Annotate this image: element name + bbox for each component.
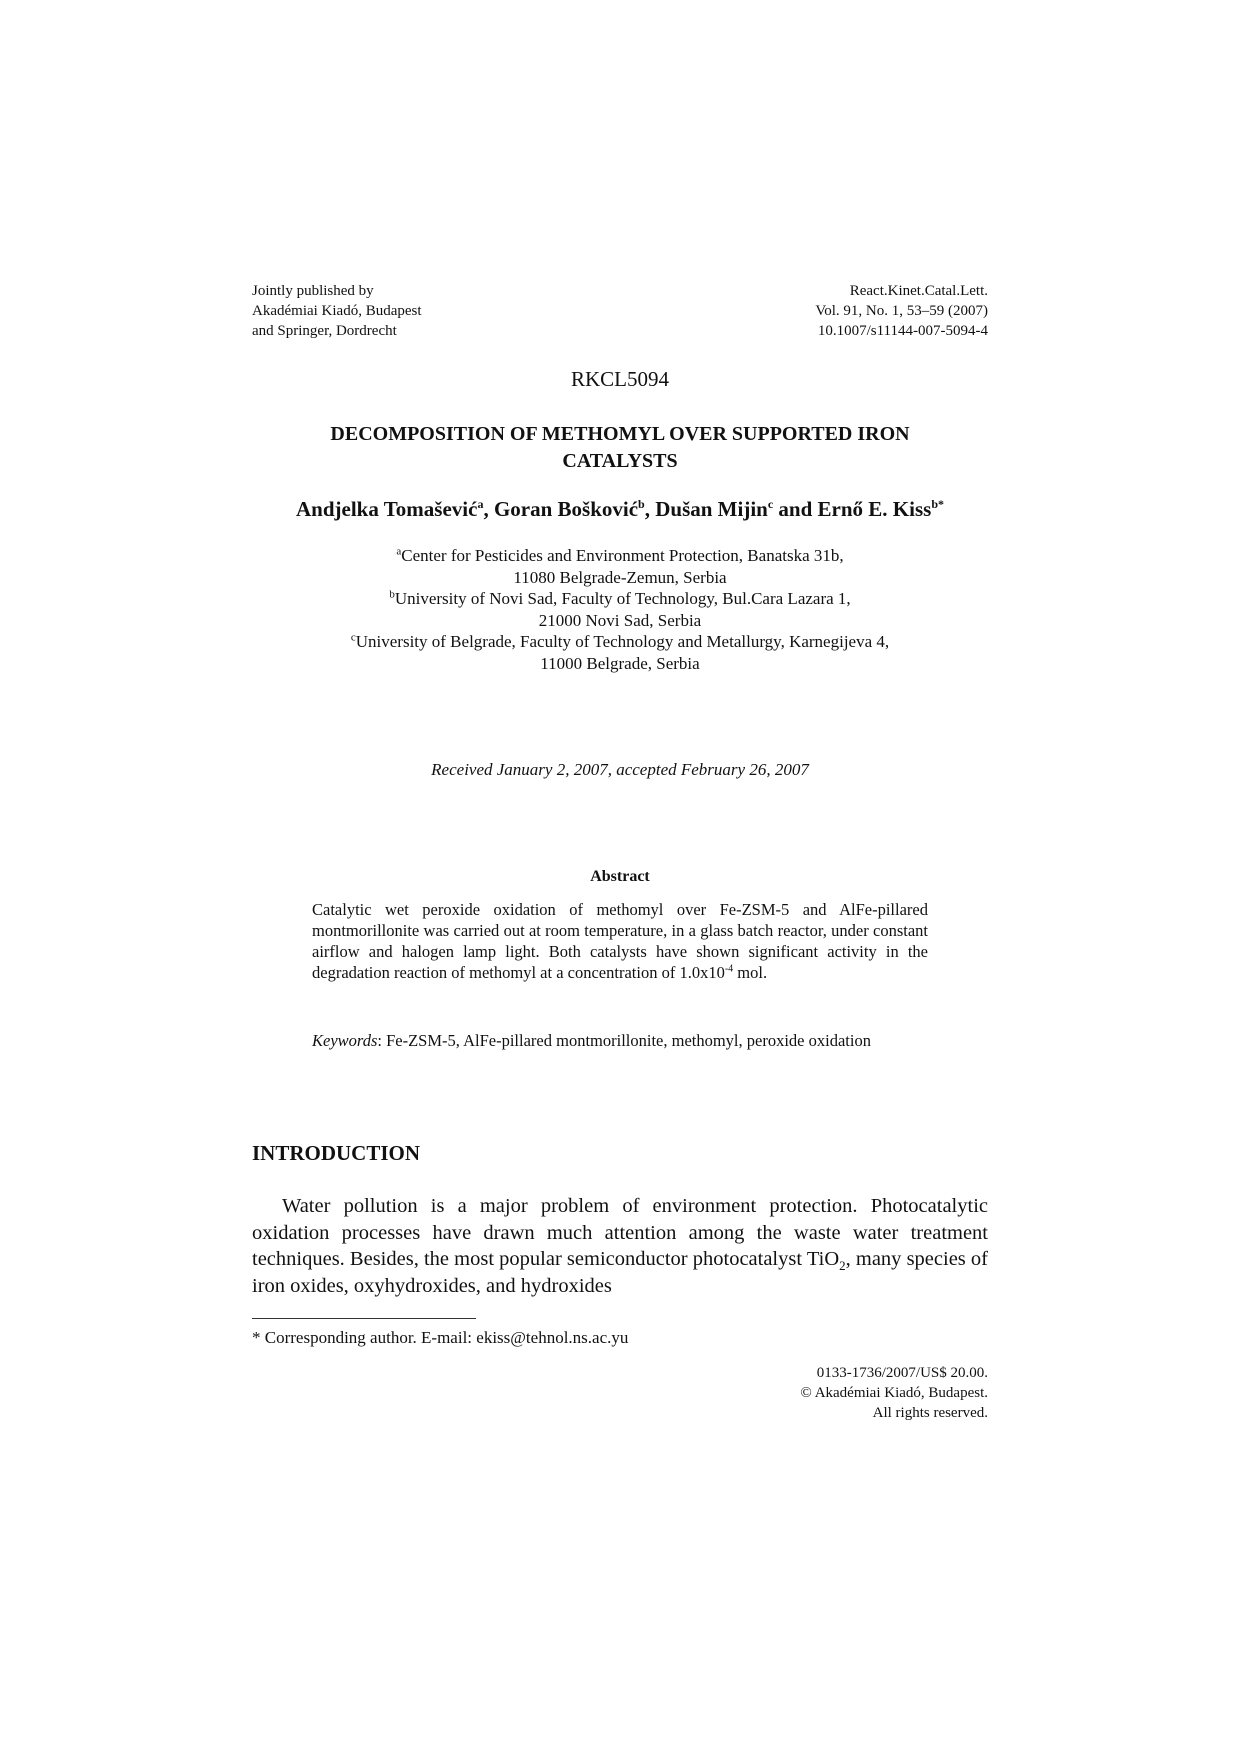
- author-name: Goran Bošković: [493, 497, 639, 521]
- introduction-heading: INTRODUCTION: [252, 1141, 421, 1165]
- publisher-info: [252, 281, 422, 341]
- footnote-divider: [252, 1318, 476, 1319]
- affiliation-mark: a: [396, 545, 402, 558]
- issn-line: 0133-1736/2007/US$ 20.00.: [816, 1365, 988, 1381]
- author-affiliation-mark: c: [767, 497, 774, 511]
- author-name: Dušan Mijin: [655, 497, 768, 521]
- affiliation-line: [252, 631, 988, 653]
- author-name: Andjelka Tomašević: [295, 497, 478, 521]
- abstract-text: [312, 899, 928, 983]
- affiliation-mark: c: [350, 631, 356, 644]
- article-code: RKCL5094: [570, 367, 669, 391]
- copyright-line: © Akadémiai Kiadó, Budapest.: [800, 1385, 988, 1401]
- introduction-paragraph: [252, 1193, 988, 1299]
- abstract-body-end: mol.: [733, 963, 768, 982]
- author-name: Ernő E. Kiss: [817, 497, 932, 521]
- affiliation-text: University of Belgrade, Faculty of Technology and Metallurgy, Karnegijeva 4,: [355, 632, 890, 651]
- journal-info: [815, 281, 988, 341]
- publisher-line: and Springer, Dordrecht: [252, 323, 397, 339]
- keywords-list: : Fe-ZSM-5, AlFe-pillared montmorillonite, methomyl, peroxide oxidation: [377, 1031, 871, 1050]
- introduction-body-end: , many species of iron oxides, oxyhydroxides, and hydroxides: [252, 1248, 988, 1297]
- title-line: DECOMPOSITION OF METHOMYL OVER SUPPORTED IRON: [330, 423, 910, 445]
- affiliation-line: 11080 Belgrade-Zemun, Serbia: [513, 567, 727, 587]
- author-list: [160, 497, 1080, 522]
- keywords: [312, 1030, 928, 1051]
- author-separator: ,: [644, 497, 656, 521]
- publisher-line: Akadémiai Kiadó, Budapest: [252, 303, 422, 319]
- keywords-label: Keywords: [312, 1031, 378, 1050]
- journal-line: React.Kinet.Catal.Lett.: [849, 283, 988, 299]
- author-separator: and: [773, 497, 818, 521]
- affiliations: [252, 545, 988, 674]
- doi-line: 10.1007/s11144-007-5094-4: [817, 323, 988, 339]
- introduction-body: Water pollution is a major problem of environment protection. Photocatalytic oxidation processes have drawn much attention among the waste water treatment techniques. Besides, the most popular semiconductor photocatalyst TiO: [252, 1195, 988, 1270]
- publisher-line: Jointly published by: [252, 283, 374, 299]
- title-line: CATALYSTS: [562, 450, 678, 472]
- received-dates: Received January 2, 2007, accepted February 26, 2007: [431, 760, 809, 779]
- author-separator: ,: [483, 497, 494, 521]
- journal-line: Vol. 91, No. 1, 53–59 (2007): [815, 303, 988, 319]
- affiliation-line: 21000 Novi Sad, Serbia: [538, 610, 702, 630]
- rights-line: All rights reserved.: [872, 1405, 988, 1421]
- affiliation-text: Center for Pesticides and Environment Protection, Banatska 31b,: [401, 546, 844, 565]
- affiliation-line: [252, 545, 988, 567]
- author-affiliation-mark: a: [477, 497, 484, 511]
- affiliation-text: University of Novi Sad, Faculty of Technology, Bul.Cara Lazara 1,: [394, 589, 851, 608]
- copyright-block: [800, 1363, 988, 1423]
- abstract-heading: Abstract: [590, 868, 650, 885]
- affiliation-mark: b: [389, 588, 395, 601]
- author-affiliation-mark: b: [638, 497, 645, 511]
- affiliation-line: 11000 Belgrade, Serbia: [540, 653, 700, 673]
- paper-title: [252, 421, 988, 475]
- corresponding-author-footnote: * Corresponding author. E-mail: ekiss@tehnol.ns.ac.yu: [252, 1328, 629, 1347]
- abstract-exponent: -4: [724, 963, 734, 975]
- abstract-body: Catalytic wet peroxide oxidation of methomyl over Fe-ZSM-5 and AlFe-pillared montmorillonite was carried out at room temperature, in a glass batch reactor, under constant airflow and halogen lamp light. Both catalysts have shown significant activity in the degradation reaction of methomyl at a concentration of 1.0x10: [312, 900, 928, 982]
- introduction-subscript: 2: [839, 1258, 846, 1274]
- affiliation-line: [252, 588, 988, 610]
- author-affiliation-mark: b*: [931, 497, 944, 511]
